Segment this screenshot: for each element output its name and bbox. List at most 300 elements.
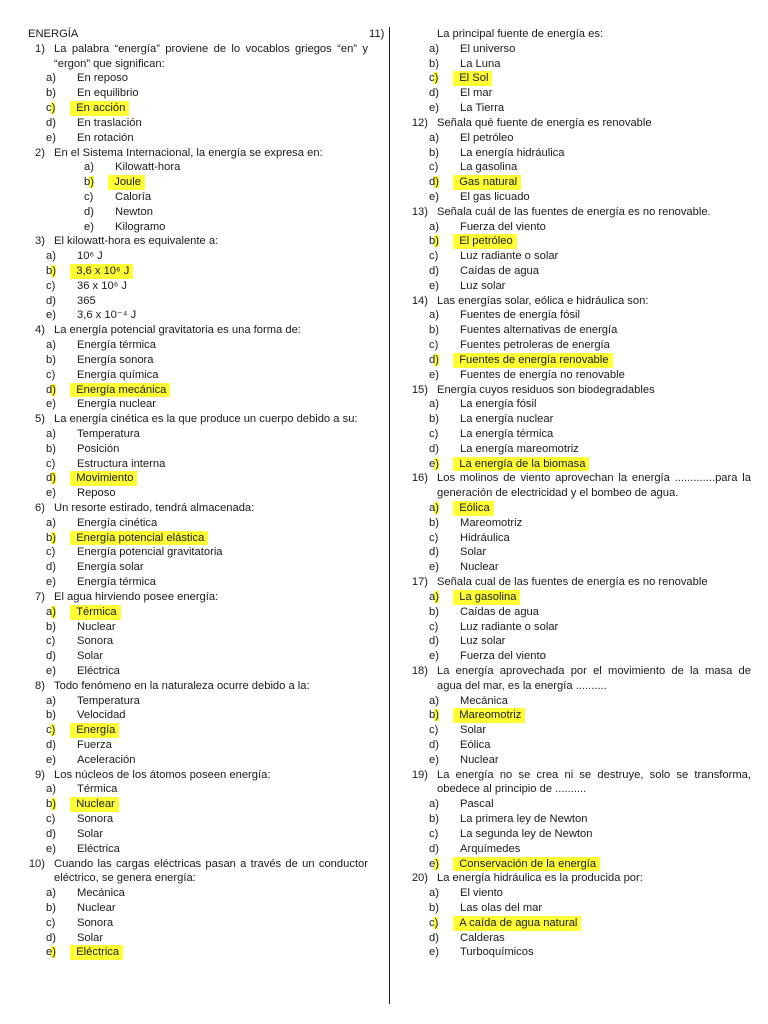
question-number: 13) — [411, 205, 428, 218]
question-number: 5) — [35, 413, 45, 426]
option-letter: c) — [429, 724, 439, 737]
option-text: Velocidad — [77, 709, 126, 722]
option-text: Fuentes de energía renovable — [459, 353, 609, 366]
option-c — [22, 545, 368, 560]
option-c-highlighted-answer — [22, 101, 368, 116]
option-text: El universo — [460, 42, 516, 55]
option-letter: e) — [429, 102, 439, 115]
option-letter: a) — [46, 427, 56, 440]
option-text: La gasolina — [460, 161, 518, 174]
option-letter: d) — [46, 931, 56, 944]
option-letter: a) — [429, 42, 439, 55]
question-text: Energía cuyos residuos son biodegradables — [437, 383, 655, 396]
question-number: 4) — [35, 324, 45, 337]
answer-highlight — [453, 916, 581, 931]
option-text: Energía — [76, 724, 116, 737]
option-a — [22, 338, 368, 353]
left-column — [22, 27, 368, 960]
option-letter: a) — [429, 502, 439, 514]
option-letter: b) — [429, 605, 439, 618]
option-e — [405, 368, 751, 383]
question-18 — [405, 664, 751, 768]
option-text: Arquímedes — [460, 842, 521, 855]
option-letter: b) — [46, 353, 56, 366]
option-text: Kilogramo — [115, 220, 166, 233]
option-a — [405, 886, 751, 901]
option-letter: c) — [46, 457, 56, 470]
option-text: La energía hidráulica — [460, 146, 565, 159]
option-text: En acción — [76, 102, 126, 115]
question-5 — [22, 412, 368, 501]
question-stem — [22, 42, 368, 72]
question-text: La energía potencial gravitatoria es una forma de: — [54, 324, 301, 337]
option-letter: d) — [429, 87, 439, 100]
option-d — [405, 634, 751, 649]
option-letter: b) — [429, 709, 439, 722]
option-d — [405, 842, 751, 857]
option-letter: d) — [429, 546, 439, 559]
option-text: Turboquímicos — [460, 946, 534, 959]
option-e — [405, 190, 751, 205]
question-8 — [22, 679, 368, 768]
option-letter: a) — [429, 309, 439, 322]
option-a — [22, 249, 368, 264]
option-text: La Luna — [460, 57, 501, 70]
option-letter: e) — [429, 857, 439, 870]
question-17 — [405, 575, 751, 664]
option-letter: c) — [429, 161, 439, 174]
option-d — [405, 442, 751, 457]
answer-highlight — [453, 590, 520, 605]
question-text: La palabra “energía” proviene de lo vocablos griegos “en” y “ergon” que significan: — [54, 42, 368, 70]
option-letter: b) — [429, 235, 439, 248]
question-number: 1) — [35, 42, 45, 55]
question-stem — [405, 575, 751, 590]
option-letter: c) — [429, 427, 439, 440]
option-letter: a) — [429, 220, 439, 233]
option-letter: b) — [46, 87, 56, 100]
option-b — [405, 412, 751, 427]
option-text: Fuentes alternativas de energía — [460, 324, 618, 337]
option-b — [405, 812, 751, 827]
option-letter: a) — [46, 339, 56, 352]
option-e — [405, 945, 751, 960]
option-letter: b) — [46, 620, 56, 633]
option-text: A caída de agua natural — [459, 916, 578, 929]
answer-highlight — [453, 71, 492, 86]
question-1 — [22, 42, 368, 146]
option-d — [22, 931, 368, 946]
option-b — [22, 442, 368, 457]
option-letter: d) — [46, 827, 56, 840]
option-letter: c) — [429, 531, 439, 544]
answer-highlight — [453, 175, 521, 190]
option-letter: d) — [429, 442, 439, 455]
option-letter: a) — [46, 783, 56, 796]
option-text: Solar — [460, 724, 487, 737]
option-letter: a) — [429, 131, 439, 144]
option-letter: c) — [429, 250, 439, 263]
option-text: La segunda ley de Newton — [460, 827, 593, 840]
question-12 — [405, 116, 751, 205]
option-letter: d) — [429, 931, 439, 944]
question-stem — [22, 857, 368, 887]
option-text: Energía química — [77, 368, 159, 381]
option-text: Energía cinética — [77, 516, 158, 529]
question-text: En el Sistema Internacional, la energía se expresa en: — [54, 146, 323, 159]
question-text: Los núcleos de los átomos poseen energía: — [54, 768, 271, 781]
option-text: El petróleo — [459, 235, 513, 248]
option-text: En equilibrio — [77, 87, 139, 100]
option-d-highlighted-answer — [405, 353, 751, 368]
option-b-highlighted-answer — [22, 531, 368, 546]
question-stem — [405, 664, 751, 694]
option-d — [405, 264, 751, 279]
option-letter: e) — [429, 190, 439, 203]
option-d — [405, 738, 751, 753]
option-letter: c) — [46, 102, 56, 115]
option-c — [22, 812, 368, 827]
answer-highlight — [70, 383, 170, 398]
option-text: En traslación — [77, 116, 142, 129]
option-letter: b) — [46, 442, 56, 455]
option-c — [405, 160, 751, 175]
option-e — [405, 279, 751, 294]
option-text: Térmica — [77, 783, 118, 796]
option-text: Energía térmica — [77, 339, 156, 352]
question-number: 7) — [35, 590, 45, 603]
option-text: Eléctrica — [77, 842, 120, 855]
answer-highlight — [70, 605, 121, 620]
option-letter: d) — [46, 116, 56, 129]
question-14 — [405, 294, 751, 383]
option-letter: d) — [46, 739, 56, 751]
option-letter: a) — [46, 694, 56, 707]
question-16 — [405, 471, 751, 575]
option-e — [22, 308, 368, 323]
option-letter: b) — [429, 146, 439, 159]
option-text: Luz solar — [460, 279, 506, 292]
option-letter: e) — [429, 279, 439, 292]
option-c — [405, 531, 751, 546]
option-letter: e) — [46, 487, 56, 500]
answer-highlight — [70, 723, 119, 738]
question-text: La energía cinética es la que produce un cuerpo debido a su: — [54, 413, 358, 426]
answer-highlight — [453, 501, 494, 516]
question-stem — [405, 383, 751, 398]
option-a — [405, 397, 751, 412]
question-text: El agua hirviendo posee energía: — [54, 590, 219, 603]
option-a — [405, 220, 751, 235]
option-a — [22, 427, 368, 442]
option-c — [22, 457, 368, 472]
option-b — [405, 57, 751, 72]
question-4 — [22, 323, 368, 412]
option-letter: b) — [429, 901, 439, 914]
question-text: La energía hidráulica es la producida por: — [437, 872, 643, 885]
option-text: Nuclear — [460, 561, 499, 574]
option-b — [22, 86, 368, 101]
question-number: 14) — [411, 294, 428, 307]
option-text: Luz solar — [460, 635, 506, 648]
question-number — [405, 27, 429, 42]
option-text: Fuentes de energía no renovable — [460, 368, 625, 381]
option-a — [22, 160, 368, 175]
answer-highlight — [70, 797, 119, 812]
option-text: Nuclear — [76, 798, 115, 811]
question-number: 9) — [35, 768, 45, 781]
answer-highlight — [453, 234, 517, 249]
option-text: 3,6 x 10⁻⁴ J — [77, 309, 137, 322]
option-c — [405, 723, 751, 738]
question-text: La energía aprovechada por el movimiento de la masa de agua del mar, es la energía .......... — [437, 664, 751, 692]
option-letter: e) — [46, 842, 56, 855]
option-text: 36 x 10⁶ J — [77, 279, 128, 292]
option-text: Gas natural — [459, 176, 518, 189]
option-e — [22, 842, 368, 857]
option-text: Energía potencial elástica — [76, 531, 205, 544]
option-text: Caídas de agua — [460, 265, 539, 277]
question-11 — [405, 27, 751, 116]
option-letter: b) — [429, 813, 439, 826]
option-text: Solar — [77, 827, 104, 840]
question-stem — [405, 471, 751, 501]
answer-highlight — [453, 457, 589, 472]
option-c — [22, 634, 368, 649]
option-text: La gasolina — [459, 590, 517, 603]
option-b — [22, 901, 368, 916]
option-e-highlighted-answer — [22, 945, 368, 960]
option-letter: d) — [46, 561, 56, 574]
question-stem — [22, 590, 368, 605]
option-text: Kilowatt-hora — [115, 161, 181, 174]
option-text: Energía mecánica — [76, 383, 167, 396]
option-letter: a) — [84, 161, 94, 174]
option-letter: b) — [46, 265, 56, 277]
question-text: Un resorte estirado, tendrá almacenada: — [54, 502, 255, 514]
answer-highlight — [70, 945, 123, 960]
right-column — [405, 27, 751, 960]
option-c — [22, 368, 368, 383]
option-text: Solar — [460, 546, 487, 559]
question-number: 6) — [35, 502, 45, 514]
question-19 — [405, 768, 751, 872]
option-letter: e) — [46, 576, 56, 589]
option-text: La primera ley de Newton — [460, 813, 588, 826]
option-a — [405, 694, 751, 709]
option-letter: c) — [46, 635, 56, 648]
option-c — [405, 338, 751, 353]
option-text: Nuclear — [77, 620, 116, 633]
option-text: Energía nuclear — [77, 398, 156, 411]
question-10 — [22, 857, 368, 961]
option-text: Solar — [77, 650, 104, 663]
option-text: Fuentes de energía fósil — [460, 309, 581, 322]
option-letter: c) — [429, 339, 439, 352]
option-a — [22, 694, 368, 709]
option-b — [22, 620, 368, 635]
option-d — [405, 86, 751, 101]
question-number: 8) — [35, 679, 45, 692]
option-letter: a) — [429, 798, 439, 811]
option-letter: e) — [429, 368, 439, 381]
option-e — [22, 486, 368, 501]
option-text: Luz radiante o solar — [460, 250, 559, 263]
question-13 — [405, 205, 751, 294]
option-letter: a) — [429, 398, 439, 411]
question-number: 18) — [411, 664, 428, 677]
option-letter: b) — [84, 176, 94, 189]
question-number: 20) — [411, 872, 428, 885]
option-letter: e) — [429, 946, 439, 959]
question-3 — [22, 234, 368, 323]
question-text: La principal fuente de energía es: — [437, 28, 604, 40]
option-d — [22, 560, 368, 575]
option-text: Reposo — [77, 487, 116, 500]
answer-highlight — [70, 101, 129, 116]
question-number: 17) — [411, 576, 428, 589]
option-text: En reposo — [77, 72, 128, 85]
option-text: Joule — [114, 176, 141, 189]
option-letter: b) — [429, 516, 439, 529]
option-b — [405, 516, 751, 531]
option-letter: a) — [46, 516, 56, 529]
option-letter: b) — [46, 901, 56, 914]
option-text: Sonora — [77, 916, 114, 929]
option-letter: d) — [46, 383, 56, 396]
question-text: El kilowatt-hora es equivalente a: — [54, 235, 219, 248]
option-c-highlighted-answer — [405, 71, 751, 86]
option-text: Solar — [77, 931, 104, 944]
option-d-highlighted-answer — [405, 175, 751, 190]
option-text: Eólica — [459, 502, 490, 514]
option-text: Hidráulica — [460, 531, 510, 544]
option-d — [22, 116, 368, 131]
option-e — [405, 649, 751, 664]
option-letter: e) — [429, 457, 439, 470]
answer-highlight — [453, 708, 525, 723]
option-d — [22, 649, 368, 664]
option-letter: c) — [429, 916, 439, 929]
option-e — [22, 664, 368, 679]
option-text: Térmica — [76, 605, 117, 618]
option-c — [405, 620, 751, 635]
question-number: 2) — [35, 146, 45, 159]
option-letter: b) — [46, 798, 56, 811]
option-c — [22, 279, 368, 294]
option-text: Mareomotriz — [460, 516, 523, 529]
option-text: Fuerza del viento — [460, 220, 546, 233]
option-letter: c) — [429, 620, 439, 633]
option-letter: d) — [429, 739, 439, 751]
option-letter: c) — [46, 368, 56, 381]
option-text: La Tierra — [460, 102, 505, 115]
option-e — [22, 220, 368, 235]
option-e — [22, 753, 368, 768]
question-2 — [22, 146, 368, 235]
option-c-highlighted-answer — [22, 723, 368, 738]
question-stem — [405, 116, 751, 131]
option-text: Caídas de agua — [460, 605, 539, 618]
option-text: Mecánica — [77, 887, 125, 900]
option-text: Movimiento — [76, 472, 134, 485]
question-text: Señala cual de las fuentes de energía es no renovable — [437, 576, 708, 589]
question-text: Señala qué fuente de energía es renovable — [437, 116, 652, 129]
question-text: Las energías solar, eólica e hidráulica son: — [437, 294, 649, 307]
option-letter: b) — [429, 324, 439, 337]
option-text: 365 — [77, 294, 96, 307]
option-text: Fuentes petroleras de energía — [460, 339, 610, 352]
option-e — [22, 575, 368, 590]
option-text: Eléctrica — [76, 946, 120, 959]
option-text: Caloría — [115, 190, 152, 203]
answer-highlight — [453, 857, 600, 872]
option-text: Pascal — [460, 798, 494, 811]
option-b — [405, 901, 751, 916]
question-text: Cuando las cargas eléctricas pasan a través de un conductor eléctrico, se genera energía: — [54, 857, 368, 885]
question-stem — [22, 501, 368, 516]
option-letter: d) — [429, 842, 439, 855]
question-stem — [405, 205, 751, 220]
option-letter: a) — [429, 694, 439, 707]
option-letter: a) — [429, 887, 439, 900]
option-a — [405, 131, 751, 146]
option-text: 3,6 x 10⁶ J — [76, 265, 130, 277]
option-a-highlighted-answer — [405, 590, 751, 605]
option-a-highlighted-answer — [405, 501, 751, 516]
option-text: Temperatura — [77, 427, 140, 440]
option-text: Fuerza del viento — [460, 650, 546, 663]
option-letter: c) — [429, 827, 439, 840]
option-letter: d) — [429, 176, 439, 189]
option-text: Eléctrica — [77, 664, 120, 677]
answer-highlight — [108, 175, 145, 190]
option-text: Aceleración — [77, 753, 136, 766]
option-a — [22, 782, 368, 797]
option-b-highlighted-answer — [22, 175, 368, 190]
option-letter: b) — [46, 531, 56, 544]
question-6 — [22, 501, 368, 590]
question-stem — [22, 146, 368, 161]
option-text: Sonora — [77, 813, 114, 826]
option-text: 10⁶ J — [77, 250, 103, 263]
option-d-highlighted-answer — [22, 383, 368, 398]
option-text: La energía nuclear — [460, 413, 554, 426]
option-letter: d) — [46, 650, 56, 663]
option-text: El gas licuado — [460, 190, 530, 203]
option-letter: e) — [46, 309, 56, 322]
option-text: Conservación de la energía — [459, 857, 597, 870]
option-text: La energía mareomotriz — [460, 442, 579, 455]
column-divider — [389, 27, 390, 1004]
question-stem — [22, 323, 368, 338]
option-text: Fuerza — [77, 739, 112, 751]
option-text: El mar — [460, 87, 493, 100]
option-c — [22, 190, 368, 205]
question-text: Todo fenómeno en la naturaleza ocurre debido a la: — [54, 679, 310, 692]
option-letter: a) — [46, 72, 56, 85]
option-b — [405, 146, 751, 161]
answer-highlight — [453, 353, 613, 368]
option-letter: c) — [46, 916, 56, 929]
question-20 — [405, 871, 751, 960]
question-stem — [405, 768, 751, 798]
question-stem — [405, 871, 751, 886]
question-stem — [22, 768, 368, 783]
question-number: 12) — [411, 116, 428, 129]
option-e — [405, 560, 751, 575]
option-c — [22, 916, 368, 931]
